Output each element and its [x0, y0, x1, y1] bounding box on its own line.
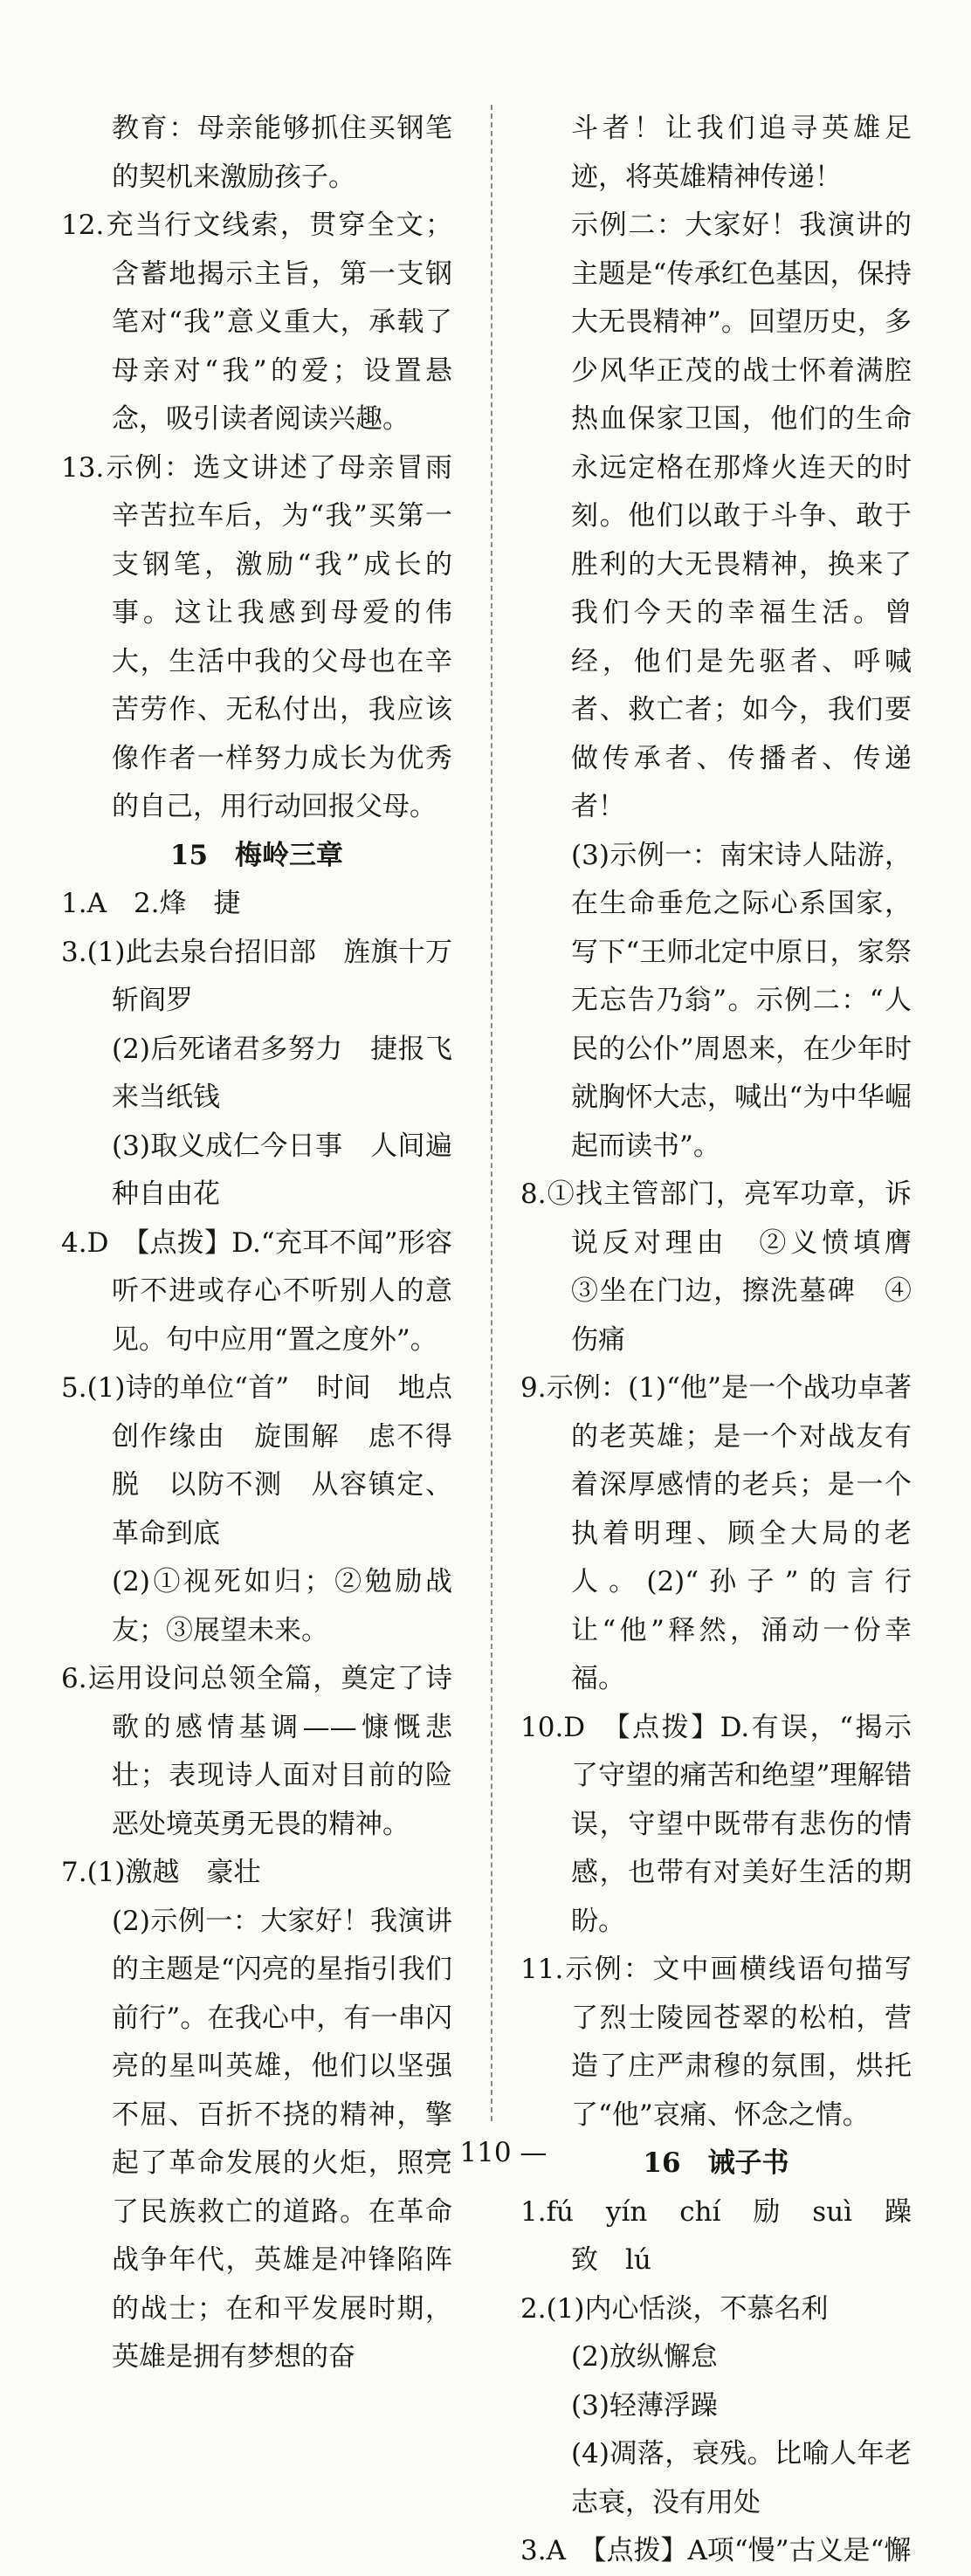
page-number: — 110 — — [424, 2137, 547, 2168]
answer-paragraph: 1.A 2.烽 捷 — [61, 888, 241, 919]
answer-paragraph: 3.A 【点拨】A项“慢”古义是“懈 — [520, 2535, 912, 2566]
answer-paragraph: 7.(1)激越 豪壮 — [61, 1857, 261, 1888]
answer-paragraph: 8.①找主管部门，亮军功章，诉说反对理由 ②义愤填膺 ③坐在门边，擦洗墓碑 ④伤痛 — [520, 1178, 939, 1356]
answer-paragraph: (3)示例一：南宋诗人陆游，在生命垂危之际心系国家，写下“王师北定中原日，家祭无忘告乃翁”。示例二：“人民的公仆”周恩来，在少年时就胸怀大志，喊出“为中华崛起而读书”。 — [571, 839, 912, 1162]
answer-paragraph: 2.(1)内心恬淡，不慕名利 — [520, 2292, 829, 2325]
answer-paragraph: (4)凋落，衰残。比喻人年老志衰，没有用处 — [571, 2438, 912, 2518]
answer-paragraph: (3)轻薄浮躁 — [571, 2389, 718, 2421]
answer-paragraph: 11.示例：文中画横线语句描写了烈士陵园苍翠的松柏，营造了庄严肃穆的氛围，烘托了“他”哀痛、怀念之情。 — [520, 1954, 912, 2131]
answer-paragraph: 12.充当行文线索，贯穿全文；含蓄地揭示主旨，第一支钢笔对“我”意义重大，承载了母亲对“我”的爱；设置悬念，吸引读者阅读兴趣。 — [61, 210, 452, 435]
right-column — [520, 105, 939, 2576]
answer-paragraph: 10.D 【点拨】D.有误，“揭示了守望的痛苦和绝望”理解错误，守望中既带有悲伤的情感，也带有对美好生活的期盼。 — [520, 1711, 912, 1937]
answer-paragraph: 5.(1)诗的单位“首” 时间 地点 创作缘由 旋围解 虑不得脱 以防不测 从容镇定、革命到底 — [61, 1372, 479, 1549]
answer-paragraph: (2)示例一：大家好！我演讲的主题是“闪亮的星指引我们前行”。在我心中，有一串闪亮的星叫英雄，他们以坚强不屈、百折不挠的精神，擎起了革命发展的火炬，照亮了民族救亡的道路。在革命战争年代，英雄是冲锋陷阵的战士；在和平发展时期，英雄是拥有梦想的奋 — [112, 1905, 452, 2373]
answer-paragraph: 教育：母亲能够抓住买钢笔的契机来激励孩子。 — [112, 113, 452, 193]
answer-paragraph: 3.(1)此去泉台招旧部 旌旗十万斩阎罗 — [61, 936, 452, 1016]
answer-paragraph: (3)取义成仁今日事 人间遍种自由花 — [112, 1130, 452, 1210]
answer-paragraph: 13.示例：选文讲述了母亲冒雨辛苦拉车后，为“我”买第一支钢笔，激励“我”成长的事。这让我感到母爱的伟大，生活中我的父母也在辛苦劳作、无私付出，我应该像作者一样努力成长为优秀的自己，用行动回报父母。 — [61, 451, 452, 822]
left-column — [61, 105, 479, 2382]
answer-paragraph: 4.D 【点拨】D.“充耳不闻”形容听不进或存心不听别人的意见。句中应用“置之度外”。 — [61, 1226, 452, 1356]
section-title: 16 诫子书 — [643, 2147, 789, 2179]
answer-paragraph: 示例二：大家好！我演讲的主题是“传承红色基因，保持大无畏精神”。回望历史，多少风华正茂的战士怀着满腔热血保家卫国，他们的生命永远定格在那烽火连天的时刻。他们以敢于斗争、敢于胜利的大无畏精神，换来了我们今天的幸福生活。曾经，他们是先驱者、呼喊者、救亡者；如今，我们要做传承者、传播者、传递者！ — [571, 210, 912, 822]
answer-paragraph: 6.运用设问总领全篇，奠定了诗歌的感情基调——慷慨悲壮；表现诗人面对目前的险恶处境英勇无畏的精神。 — [61, 1663, 452, 1840]
answer-paragraph: (2)放纵懈怠 — [571, 2341, 718, 2373]
answer-paragraph: 1.fú yín chí 励 suì 躁 致 lú — [520, 2195, 939, 2276]
column-divider — [491, 105, 492, 2121]
answer-paragraph: (2)后死诸君多努力 捷报飞来当纸钱 — [112, 1033, 452, 1113]
answer-paragraph: 9.示例：(1)“他”是一个战功卓著的老英雄；是一个对战友有着深厚感情的老兵；是一个执着明理、顾全大局的老人。(2)“孙子”的言行让“他”释然，涌动一份幸福。 — [520, 1372, 912, 1694]
section-title: 15 梅岭三章 — [169, 839, 344, 871]
answer-paragraph: 斗者！让我们追寻英雄足迹，将英雄精神传递！ — [571, 113, 912, 193]
answer-paragraph: (2)①视死如归；②勉励战友；③展望未来。 — [112, 1566, 452, 1646]
